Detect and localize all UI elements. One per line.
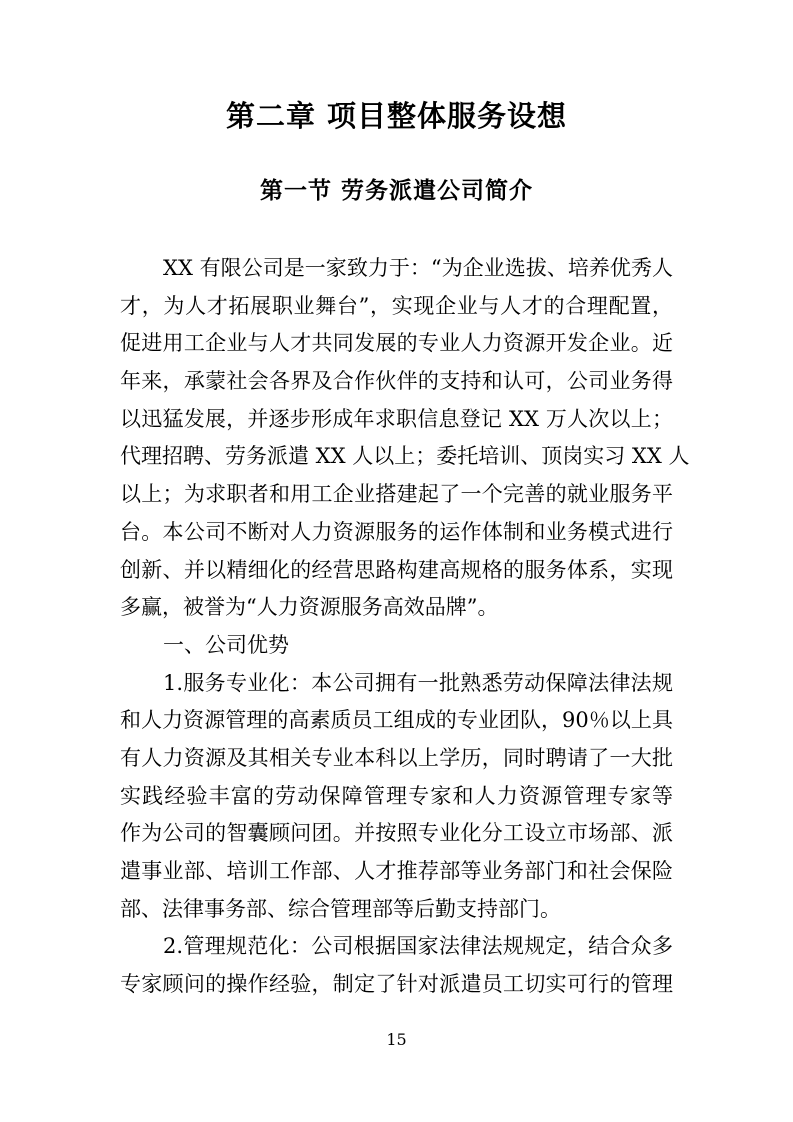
paragraph-line: 代理招聘、劳务派遣 XX 人以上；委托培训、顶岗实习 XX 人	[120, 444, 690, 469]
paragraph-line: 部、法律事务部、综合管理部等后勤支持部门。	[120, 896, 561, 921]
paragraph-line: 创新、并以精细化的经营思路构建高规格的服务体系，实现	[120, 557, 673, 582]
paragraph-line: 作为公司的智囊顾问团。并按照专业化分工设立市场部、派	[120, 821, 673, 846]
paragraph-line: 才，为人才拓展职业舞台”，实现企业与人才的合理配置，	[120, 293, 673, 318]
section-title: 第一节 劳务派遣公司简介	[259, 178, 533, 204]
paragraph-line: 促进用工企业与人才共同发展的专业人力资源开发企业。近	[120, 331, 673, 356]
page-number: 15	[386, 1030, 407, 1049]
paragraph-line: 台。本公司不断对人力资源服务的运作体制和业务模式进行	[120, 519, 673, 544]
subheading: 一、公司优势	[163, 632, 289, 657]
paragraph-line: 遣事业部、培训工作部、人才推荐部等业务部门和社会保险	[120, 859, 673, 883]
paragraph-line: 2.管理规范化：公司根据国家法律法规规定，结合众多	[163, 934, 673, 959]
paragraph-line: XX 有限公司是一家致力于：“为企业选拔、培养优秀人	[163, 256, 673, 280]
paragraph-line: 多赢，被誉为“人力资源服务高效品牌”。	[120, 595, 499, 620]
paragraph-line: 以上；为求职者和用工企业搭建起了一个完善的就业服务平	[120, 482, 673, 507]
paragraph-line: 和人力资源管理的高素质员工组成的专业团队，90％以上具	[120, 708, 673, 733]
paragraph-line: 1.服务专业化：本公司拥有一批熟悉劳动保障法律法规	[163, 670, 673, 695]
body-text	[120, 250, 690, 1004]
paragraph-line: 有人力资源及其相关专业本科以上学历，同时聘请了一大批	[120, 745, 673, 770]
paragraph-line: 以迅猛发展，并逐步形成年求职信息登记 XX 万人次以上；	[120, 406, 673, 431]
paragraph-line: 实践经验丰富的劳动保障管理专家和人力资源管理专家等	[120, 783, 673, 808]
paragraph-line: 年来，承蒙社会各界及合作伙伴的支持和认可，公司业务得	[120, 369, 673, 394]
paragraph-line: 专家顾问的操作经验，制定了针对派遣员工切实可行的管理	[120, 972, 673, 997]
chapter-title: 第二章 项目整体服务设想	[225, 99, 568, 133]
